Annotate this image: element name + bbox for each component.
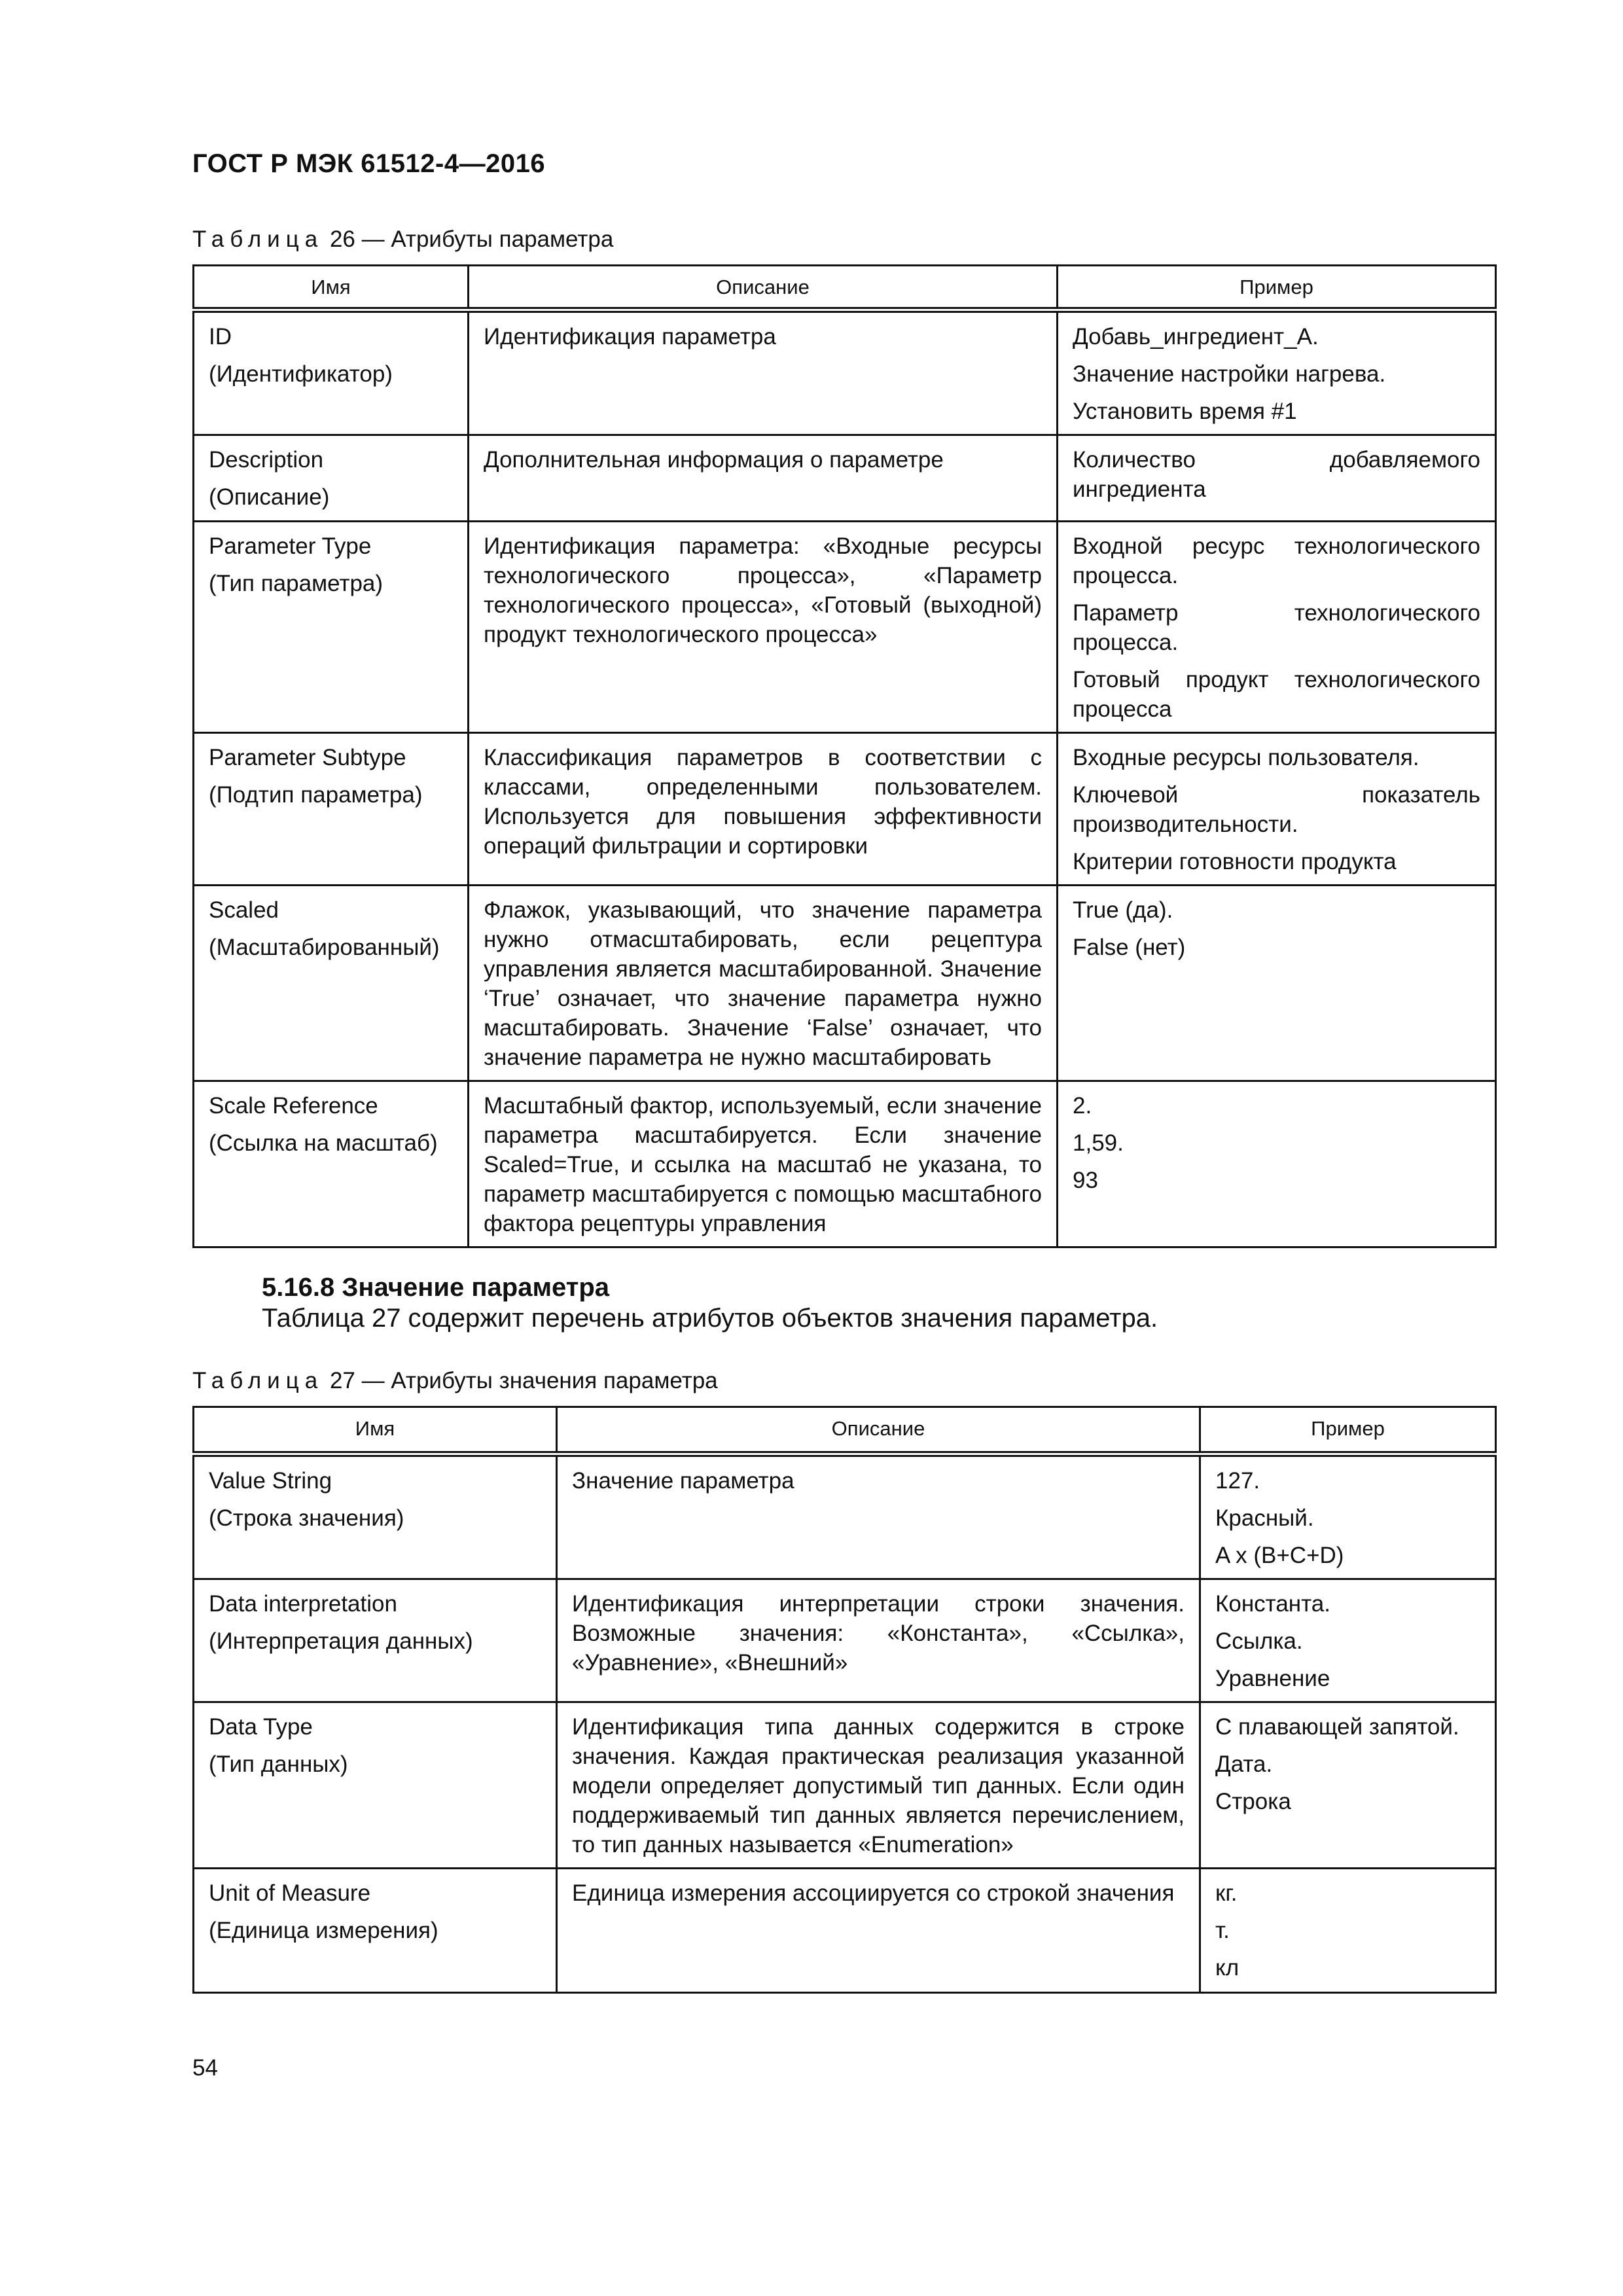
document-code: ГОСТ Р МЭК 61512-4—2016: [192, 149, 546, 178]
example-value: 127.: [1215, 1468, 1260, 1494]
example-value: Ключевой показатель производительности.: [1073, 782, 1480, 837]
example-value: Готовый продукт технологического процесса: [1073, 667, 1480, 722]
example-value: Входные ресурсы пользователя.: [1073, 745, 1419, 770]
example-value: Критерии готовности продукта: [1073, 849, 1397, 874]
column-header-name: Имя: [194, 266, 469, 310]
caption-text: 27 — Атрибуты значения параметра: [323, 1368, 718, 1393]
description-cell: Классификация параметров в соответствии с классами, определенными пользователем. Используется для повышения эффективности операций фильтрации и сортировки: [469, 733, 1058, 886]
description-cell: Значение параметра: [557, 1454, 1200, 1579]
example-value: Количество добавляемого ингредиента: [1073, 447, 1480, 502]
table-header-row: [194, 266, 1496, 310]
example-value: Уравнение: [1215, 1666, 1330, 1691]
attr-name: ID: [209, 324, 232, 350]
table-row: [194, 522, 1496, 733]
attr-name: Scale Reference: [209, 1093, 378, 1119]
example-value: Установить время #1: [1073, 399, 1297, 424]
example-cell: [1058, 733, 1496, 886]
table-row: [194, 733, 1496, 886]
attr-name: Parameter Subtype: [209, 745, 406, 770]
attr-name-ru: (Масштабированный): [209, 935, 440, 960]
name-cell: [194, 886, 469, 1081]
example-value: Ссылка.: [1215, 1628, 1303, 1654]
name-cell: [194, 1081, 469, 1247]
table-row: [194, 886, 1496, 1081]
attr-name-ru: (Описание): [209, 484, 330, 510]
example-cell: [1058, 435, 1496, 522]
table-row: [194, 435, 1496, 522]
attr-name-ru: (Ссылка на масштаб): [209, 1130, 438, 1156]
attr-name: Data Type: [209, 1714, 313, 1740]
column-header-description: Описание: [557, 1407, 1200, 1454]
description-cell: Флажок, указывающий, что значение параметра нужно отмасштабировать, если рецептура управления является масштабированной. Значение ‘True’ означает, что значение параметра нужно масштабировать. Значение ‘False’ означает, что значение параметра не нужно масштабировать: [469, 886, 1058, 1081]
example-cell: [1200, 1702, 1496, 1869]
attr-name-ru: (Подтип параметра): [209, 782, 423, 808]
name-cell: [194, 733, 469, 886]
example-value: Строка: [1215, 1789, 1291, 1814]
example-value: A x (B+C+D): [1215, 1543, 1344, 1568]
example-value: Входной ресурс технологического процесса.: [1073, 533, 1480, 588]
description-cell: Идентификация параметра: [469, 310, 1058, 435]
table-26-caption: [192, 226, 613, 253]
description-cell: Идентификация параметра: «Входные ресурсы технологического процесса», «Параметр технологического процесса», «Готовый (выходной) продукт технологического процесса»: [469, 522, 1058, 733]
name-cell: [194, 1579, 557, 1702]
example-cell: [1058, 310, 1496, 435]
example-cell: [1058, 886, 1496, 1081]
description-cell: Дополнительная информация о параметре: [469, 435, 1058, 522]
attr-name: Unit of Measure: [209, 1880, 371, 1906]
page-number: 54: [192, 2055, 218, 2081]
example-cell: [1200, 1579, 1496, 1702]
table-26: [192, 264, 1497, 1248]
section-heading: 5.16.8 Значение параметра: [262, 1273, 610, 1302]
name-cell: [194, 522, 469, 733]
caption-text: 26 — Атрибуты параметра: [323, 226, 614, 252]
name-cell: [194, 435, 469, 522]
example-value: Красный.: [1215, 1505, 1314, 1531]
table-27: [192, 1406, 1497, 1994]
name-cell: [194, 1454, 557, 1579]
column-header-name: Имя: [194, 1407, 557, 1454]
table-row: [194, 1869, 1496, 1993]
attr-name-ru: (Единица измерения): [209, 1918, 438, 1943]
example-value: Параметр технологического процесса.: [1073, 600, 1480, 655]
example-value: кг.: [1215, 1880, 1238, 1906]
table-row: [194, 310, 1496, 435]
description-cell: Единица измерения ассоциируется со строкой значения: [557, 1869, 1200, 1993]
example-value: 1,59.: [1073, 1130, 1124, 1156]
example-value: False (нет): [1073, 935, 1186, 960]
attr-name: Description: [209, 447, 324, 473]
example-value: Дата.: [1215, 1751, 1273, 1777]
example-cell: [1058, 522, 1496, 733]
example-value: 2.: [1073, 1093, 1092, 1119]
column-header-example: Пример: [1200, 1407, 1496, 1454]
name-cell: [194, 1869, 557, 1993]
attr-name-ru: (Строка значения): [209, 1505, 404, 1531]
example-value: Добавь_ингредиент_А.: [1073, 324, 1319, 350]
column-header-description: Описание: [469, 266, 1058, 310]
table-row: [194, 1702, 1496, 1869]
example-value: Константа.: [1215, 1591, 1330, 1617]
attr-name: Value String: [209, 1468, 332, 1494]
attr-name-ru: (Тип параметра): [209, 571, 383, 596]
table-row: [194, 1081, 1496, 1247]
table-word: Таблица: [192, 226, 324, 252]
example-value: кл: [1215, 1955, 1240, 1981]
attr-name: Parameter Type: [209, 533, 372, 559]
example-value: Значение настройки нагрева.: [1073, 361, 1386, 387]
example-value: т.: [1215, 1918, 1230, 1943]
column-header-example: Пример: [1058, 266, 1496, 310]
example-cell: [1058, 1081, 1496, 1247]
name-cell: [194, 310, 469, 435]
attr-name: Data interpretation: [209, 1591, 397, 1617]
example-cell: [1200, 1869, 1496, 1993]
example-value: С плавающей запятой.: [1215, 1714, 1459, 1740]
table-word: Таблица: [192, 1368, 324, 1393]
table-row: [194, 1454, 1496, 1579]
table-header-row: [194, 1407, 1496, 1454]
example-value: 93: [1073, 1168, 1098, 1193]
attr-name-ru: (Идентификатор): [209, 361, 393, 387]
table-27-caption: [192, 1368, 718, 1394]
attr-name: Scaled: [209, 897, 279, 923]
description-cell: Идентификация интерпретации строки значения. Возможные значения: «Константа», «Ссылка», «Уравнение», «Внешний»: [557, 1579, 1200, 1702]
description-cell: Масштабный фактор, используемый, если значение параметра масштабируется. Если значение Scaled=True, и ссылка на масштаб не указана, то параметр масштабируется с помощью масштабного фактора рецептуры управления: [469, 1081, 1058, 1247]
name-cell: [194, 1702, 557, 1869]
table-row: [194, 1579, 1496, 1702]
example-value: True (да).: [1073, 897, 1173, 923]
example-cell: [1200, 1454, 1496, 1579]
description-cell: Идентификация типа данных содержится в строке значения. Каждая практическая реализация указанной модели определяет допустимый тип данных. Если один поддерживаемый тип данных является перечислением, то тип данных называется «Enumeration»: [557, 1702, 1200, 1869]
attr-name-ru: (Интерпретация данных): [209, 1628, 473, 1654]
attr-name-ru: (Тип данных): [209, 1751, 348, 1777]
section-text: Таблица 27 содержит перечень атрибутов объектов значения параметра.: [262, 1304, 1158, 1333]
